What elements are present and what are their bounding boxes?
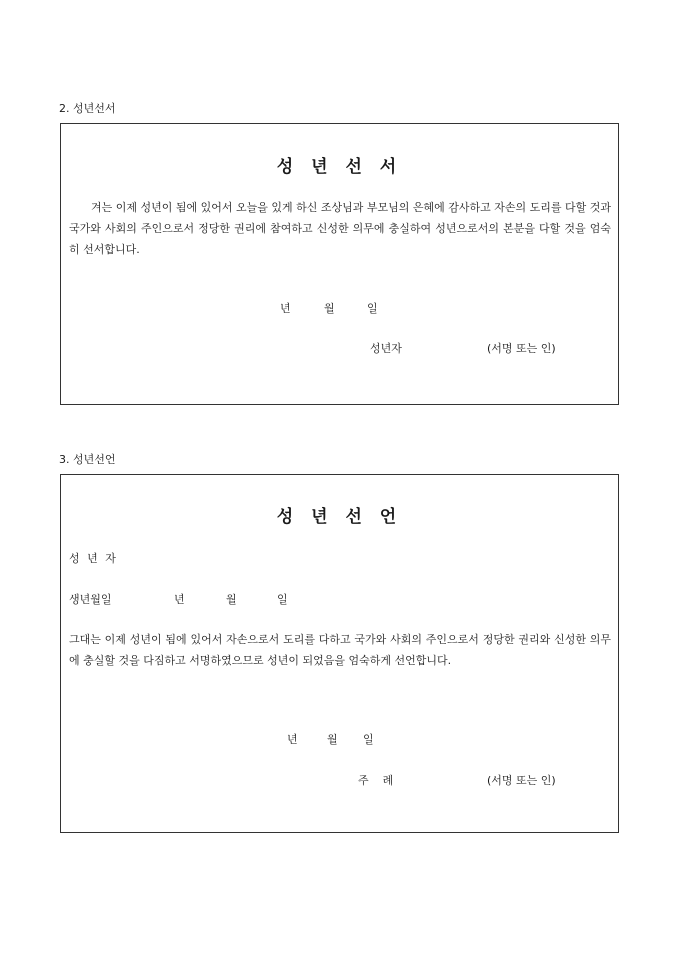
declaration-birth-label: 생년월일 (69, 593, 112, 606)
section-2-heading: 2. 성년선서 (59, 102, 116, 115)
oath-box (60, 123, 619, 405)
declaration-body: 그대는 이제 성년이 됨에 있어서 자손으로서 도리를 다하고 국가와 사회의 주인으로서 정당한 권리와 신성한 의무에 충실할 것을 다짐하고 서명하였으므로 성년이 되었음을 엄숙하게 선언합니다. (69, 633, 611, 667)
birth-date-year: 년 (174, 593, 185, 606)
oath-sign-note: (서명 또는 인) (487, 342, 556, 355)
declaration-title: 성 년 선 언 (276, 507, 403, 527)
oath-signer-label: 성년자 (370, 342, 402, 355)
declaration-sign-note: (서명 또는 인) (487, 774, 556, 787)
section-3-heading: 3. 성년선언 (59, 453, 116, 466)
declaration-date-month: 월 (327, 733, 338, 746)
oath-body: 겨는 이제 성년이 됨에 있어서 오늘을 있게 하신 조상님과 부모님의 은혜에 감사하고 자손의 도리를 다할 것과 국가와 사회의 주인으로서 정당한 권리에 참여하고 신성한 의무에 충실하여 성년으로서의 본분을 다할 것을 엄숙히 선서합니다. (69, 201, 611, 256)
birth-date-day: 일 (277, 593, 288, 606)
declaration-date-day: 일 (363, 733, 374, 746)
oath-date-year: 년 (280, 302, 291, 315)
declaration-officiant-label: 주 례 (358, 774, 394, 787)
declaration-date-year: 년 (287, 733, 298, 746)
oath-title: 성 년 선 서 (276, 157, 403, 177)
declaration-box (60, 474, 619, 833)
birth-date-month: 월 (226, 593, 237, 606)
oath-date-month: 월 (324, 302, 335, 315)
declaration-person-label: 성 년 자 (69, 552, 118, 565)
oath-date-day: 일 (367, 302, 378, 315)
